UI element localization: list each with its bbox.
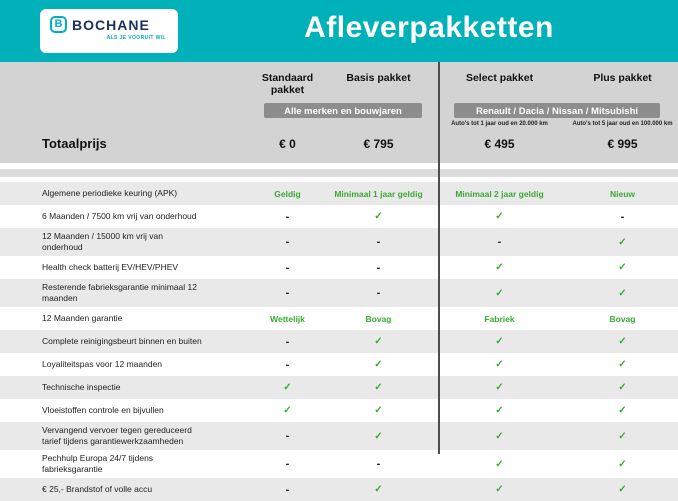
cell-select: - (497, 236, 502, 249)
brand-badge-renault-group: Renault / Dacia / Nissan / Mitsubishi (454, 103, 660, 118)
spacer-row (0, 169, 678, 177)
age-limit-note-plus: Auto's tot 5 jaar oud en 100.000 km (572, 121, 673, 127)
cell-basis: Bovag (365, 313, 392, 324)
feature-label: Vervangend vervoer tegen gereduceerd tarief tijdens garantiewerkzaamheden (42, 425, 192, 447)
feature-row (0, 450, 678, 478)
cell-standaard: - (285, 483, 290, 496)
column-divider (438, 62, 440, 454)
logo-tagline: ALS JE VOORUIT WIL (106, 35, 166, 41)
header-bar (0, 0, 678, 62)
feature-table-body (0, 182, 678, 501)
feature-label: Resterende fabrieksgarantie minimaal 12 maanden (42, 282, 197, 304)
cell-select: Minimaal 2 jaar geldig (455, 188, 544, 199)
feature-row (0, 478, 678, 501)
feature-row (0, 228, 678, 256)
price-select: € 495 (484, 137, 515, 151)
checkmark-icon cell-select: ✓ (495, 382, 504, 394)
cell-standaard: - (285, 261, 290, 274)
checkmark-icon cell-basis: ✓ (374, 359, 383, 371)
column-header-plus: Plus pakket (593, 72, 652, 84)
feature-label: 6 Maanden / 7500 km vrij van onderhoud (42, 210, 197, 221)
checkmark-icon cell-basis: ✓ (374, 405, 383, 417)
feature-row (0, 422, 678, 450)
cell-basis: - (376, 287, 381, 300)
cell-basis: - (376, 261, 381, 274)
age-limit-note-select: Auto's tot 1 jaar oud en 20.000 km (451, 121, 548, 127)
feature-label: 12 Maanden / 15000 km vrij van onderhoud (42, 231, 163, 253)
cell-standaard: Geldig (274, 188, 301, 199)
feature-row (0, 205, 678, 228)
cell-standaard: - (285, 458, 290, 471)
checkmark-icon cell-select: ✓ (495, 336, 504, 348)
feature-label: Algemene periodieke keuring (APK) (42, 187, 178, 198)
cell-basis: - (376, 236, 381, 249)
checkmark-icon cell-plus: ✓ (618, 458, 627, 470)
cell-plus: Bovag (609, 313, 636, 324)
checkmark-icon cell-select: ✓ (495, 484, 504, 496)
checkmark-icon cell-standaard: ✓ (283, 382, 292, 394)
feature-row (0, 330, 678, 353)
feature-label: € 25,- Brandstof of volle accu (42, 484, 153, 495)
feature-row (0, 307, 678, 330)
cell-plus: Nieuw (609, 188, 636, 199)
checkmark-icon cell-select: ✓ (495, 262, 504, 274)
price-standaard: € 0 (279, 137, 296, 151)
cell-basis: Minimaal 1 jaar geldig (334, 188, 423, 199)
logo-row (40, 9, 178, 33)
checkmark-icon cell-select: ✓ (495, 211, 504, 222)
feature-row (0, 376, 678, 399)
column-header-standaard: Standaard pakket (261, 72, 314, 96)
feature-row (0, 256, 678, 279)
feature-row (0, 353, 678, 376)
cell-select: Fabriek (484, 313, 515, 324)
checkmark-icon cell-plus: ✓ (618, 359, 627, 371)
table-header (0, 62, 678, 163)
feature-row (0, 399, 678, 422)
bochane-b-icon: B (50, 16, 67, 33)
cell-standaard: - (285, 430, 290, 443)
feature-label: Technische inspectie (42, 382, 121, 393)
feature-label: Complete reinigingsbeurt binnen en buiten (42, 336, 202, 347)
checkmark-icon cell-standaard: ✓ (283, 405, 292, 417)
checkmark-icon cell-basis: ✓ (374, 336, 383, 348)
feature-label: Health check batterij EV/HEV/PHEV (42, 262, 179, 273)
checkmark-icon cell-select: ✓ (495, 430, 504, 442)
checkmark-icon cell-plus: ✓ (618, 262, 627, 274)
checkmark-icon cell-plus: ✓ (618, 484, 627, 496)
checkmark-icon cell-select: ✓ (495, 458, 504, 470)
feature-label: Loyaliteitspas voor 12 maanden (42, 359, 163, 370)
feature-label: Vloeistoffen controle en bijvullen (42, 405, 164, 416)
checkmark-icon cell-basis: ✓ (374, 484, 383, 496)
checkmark-icon cell-plus: ✓ (618, 430, 627, 442)
cell-standaard: - (285, 287, 290, 300)
cell-standaard: - (285, 236, 290, 249)
cell-standaard: - (285, 335, 290, 348)
bochane-logo (40, 9, 178, 53)
checkmark-icon cell-select: ✓ (495, 405, 504, 417)
cell-basis: - (376, 458, 381, 471)
feature-row (0, 182, 678, 205)
checkmark-icon cell-plus: ✓ (618, 236, 627, 248)
page-title: Afleverpakketten (304, 11, 554, 44)
checkmark-icon cell-basis: ✓ (374, 430, 383, 442)
feature-label: Pechhulp Europa 24/7 tijdens fabrieksgarantie (42, 453, 154, 475)
checkmark-icon cell-plus: ✓ (618, 382, 627, 394)
checkmark-icon cell-plus: ✓ (618, 287, 627, 299)
logo-name: BOCHANE (72, 16, 150, 33)
column-header-basis: Basis pakket (346, 72, 411, 84)
checkmark-icon cell-plus: ✓ (618, 405, 627, 417)
price-basis: € 795 (363, 137, 394, 151)
price-plus: € 995 (607, 137, 638, 151)
checkmark-icon cell-select: ✓ (495, 359, 504, 371)
cell-standaard: Wettelijk (270, 313, 305, 324)
total-price-label: Totaalprijs (42, 136, 107, 151)
checkmark-icon cell-basis: ✓ (374, 382, 383, 394)
feature-label: 12 Maanden garantie (42, 313, 123, 324)
checkmark-icon cell-select: ✓ (495, 287, 504, 299)
brand-badge-all-makes: Alle merken en bouwjaren (264, 103, 422, 118)
feature-row (0, 279, 678, 307)
column-header-select: Select pakket (465, 72, 534, 84)
cell-plus: - (620, 210, 625, 223)
cell-standaard: - (285, 358, 290, 371)
checkmark-icon cell-basis: ✓ (374, 211, 383, 222)
checkmark-icon cell-plus: ✓ (618, 336, 627, 348)
cell-standaard: - (285, 210, 290, 223)
